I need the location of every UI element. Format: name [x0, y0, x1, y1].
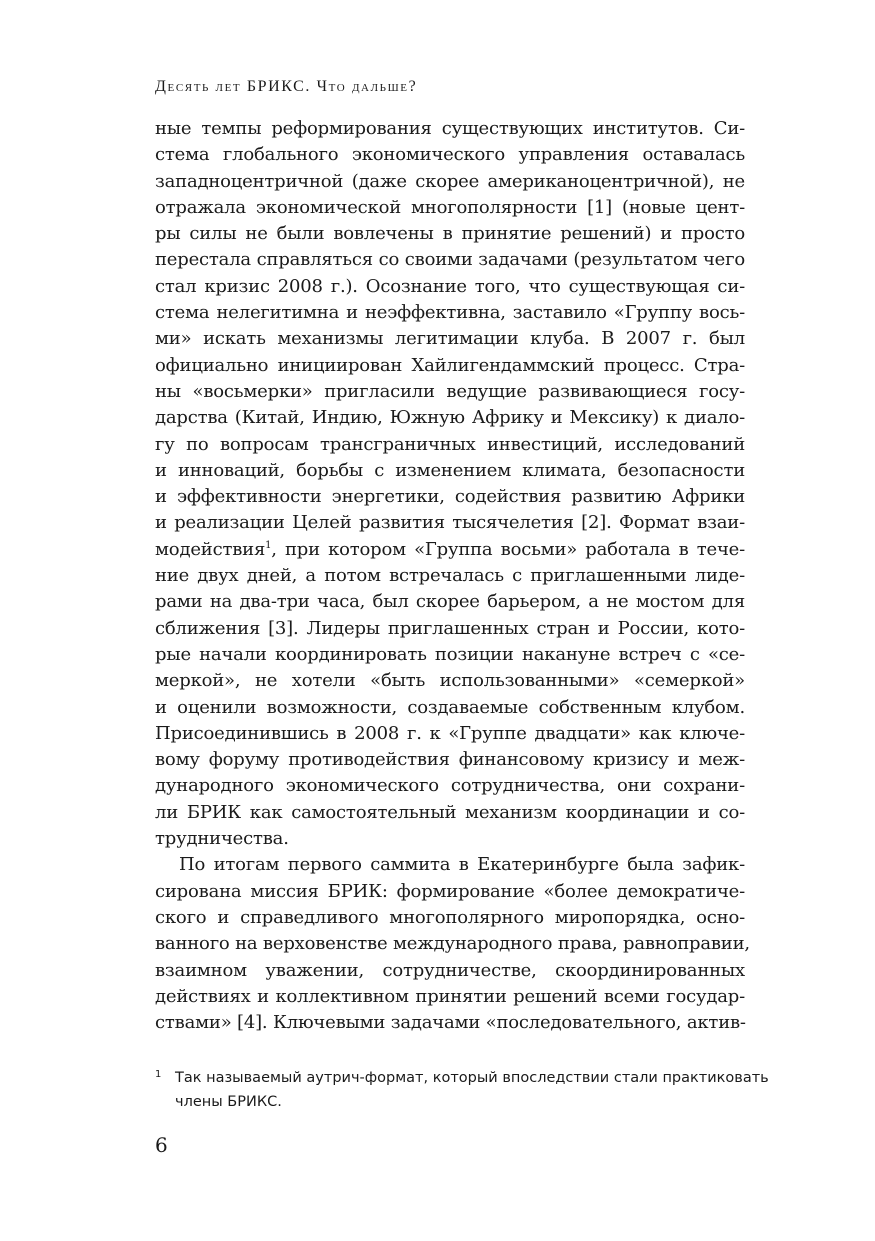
text-line: ли БРИК как самостоятельный механизм координации и со-	[155, 801, 745, 823]
running-head: Десять лет БРИКС. Что дальше?	[155, 78, 418, 95]
footnote-line: члены БРИКС.	[175, 1094, 282, 1110]
text-fragment: модействия	[155, 538, 266, 560]
text-line: дарства (Китай, Индию, Южную Африку и Мексику) к диало-	[155, 407, 745, 429]
text-line: гу по вопросам трансграничных инвестиций, исследований	[155, 433, 745, 455]
text-line: ны «восьмерки» пригласили ведущие развивающиеся госу-	[155, 380, 745, 402]
text-line: сирована миссия БРИК: формирование «более демократиче-	[155, 880, 745, 902]
text-line: и инноваций, борьбы с изменением климата, безопасности	[155, 459, 745, 481]
footnote-marker: 1	[155, 1069, 162, 1080]
text-line: Присоединившись в 2008 г. к «Группе двадцати» как ключе-	[155, 722, 745, 744]
footnote-reference[interactable]: 1	[265, 539, 272, 551]
text-line: и эффективности энергетики, содействия развитию Африки	[155, 486, 745, 508]
text-line: По итогам первого саммита в Екатеринбурге была зафик-	[179, 854, 745, 876]
text-line: вому форуму противодействия финансовому кризису и меж-	[155, 749, 745, 771]
text-line: меркой», не хотели «быть использованными» «семеркой»	[155, 670, 745, 692]
text-line: рами на два-три часа, был скорее барьером, а не мостом для	[155, 591, 745, 613]
text-line: трудничества.	[155, 828, 289, 850]
text-line: ского и справедливого многополярного миропорядка, осно-	[155, 906, 745, 928]
text-line: отражала экономической многополярности [1] (новые цент-	[155, 196, 745, 218]
text-line: и оценили возможности, создаваемые собственным клубом.	[155, 696, 745, 718]
text-line: ры силы не были вовлечены в принятие решений) и просто	[155, 223, 745, 245]
main-text	[155, 116, 750, 1036]
text-line: и реализации Целей развития тысячелетия [2]. Формат взаи-	[155, 512, 745, 534]
footnote-line: Так называемый аутрич-формат, который впоследствии стали практиковать	[175, 1070, 769, 1086]
text-line: официально инициирован Хайлигендаммский процесс. Стра-	[155, 354, 745, 376]
text-line: стема глобального экономического управления оставалась	[155, 144, 745, 166]
text-line: ние двух дней, а потом встречалась с приглашенными лиде-	[155, 565, 745, 587]
text-line: ванного на верховенстве международного права, равноправии,	[155, 933, 750, 955]
footnote	[155, 1066, 769, 1114]
text-fragment: , при котором «Группа восьми» работала в тече-	[271, 538, 745, 560]
text-line: сближения [3]. Лидеры приглашенных стран и России, кото-	[155, 617, 745, 639]
text-line: перестала справляться со своими задачами (результатом чего	[155, 249, 745, 271]
text-line: стал кризис 2008 г.). Осознание того, что существующая си-	[155, 275, 745, 297]
text-line: дународного экономического сотрудничества, они сохрани-	[155, 775, 745, 797]
text-line: действиях и коллективном принятии решений всеми государ-	[155, 985, 745, 1007]
text-line: западноцентричной (даже скорее американоцентричной), не	[155, 170, 745, 192]
text-line: стема нелегитимна и неэффективна, заставило «Группу вось-	[155, 302, 745, 324]
text-line-with-footnote-ref	[155, 537, 745, 563]
text-line: ствами» [4]. Ключевыми задачами «последовательного, актив-	[155, 1012, 746, 1034]
page-number: 6	[155, 1133, 168, 1157]
text-line: ные темпы реформирования существующих институтов. Си-	[155, 118, 745, 139]
text-line: ми» искать механизмы легитимации клуба. В 2007 г. был	[155, 328, 745, 350]
text-line: взаимном уважении, сотрудничестве, скоординированных	[155, 959, 745, 981]
text-line: рые начали координировать позиции накануне встреч с «се-	[155, 643, 745, 665]
